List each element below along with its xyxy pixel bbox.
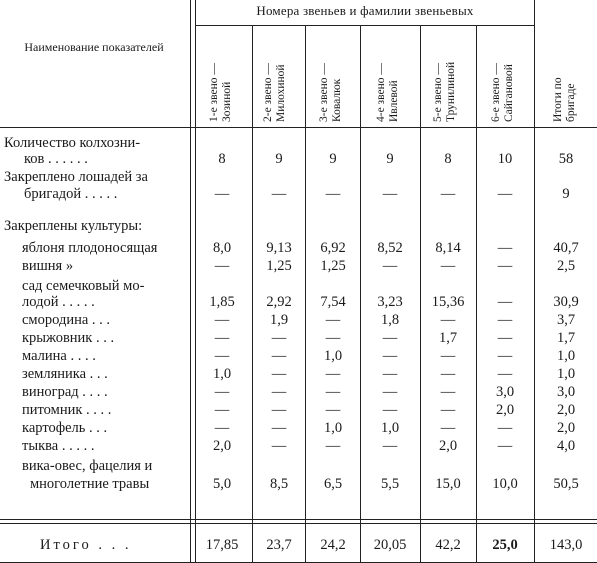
table-cell: 8,52 [377, 240, 403, 256]
table-cell: 1,0 [556, 366, 576, 382]
table-cell: — [382, 330, 398, 346]
table-cell: — [325, 330, 341, 346]
table-cell: — [440, 186, 456, 202]
table-cell: — [271, 366, 287, 382]
total-cell: 25,0 [492, 537, 518, 553]
table-cell: 1,0 [323, 348, 343, 364]
table-cell: — [214, 330, 230, 346]
table-cell: 9 [386, 151, 394, 167]
table-cell: 3,7 [556, 312, 576, 328]
table-cell: — [214, 348, 230, 364]
total-cell: 143,0 [549, 537, 583, 553]
table-cell: — [497, 366, 513, 382]
table-cell: — [325, 438, 341, 454]
table-cell: 3,23 [377, 294, 403, 310]
column-header-1: 1-е звено — Зозиной [208, 63, 233, 122]
table-cell: — [325, 402, 341, 418]
table-cell: 1,85 [209, 294, 235, 310]
row-label: картофель . . . [22, 420, 108, 436]
table-cell: 9 [275, 151, 283, 167]
table-cell: 2,0 [556, 420, 576, 436]
row-label: виноград . . . . [22, 384, 108, 400]
table-cell: — [382, 366, 398, 382]
table-cell: — [497, 240, 513, 256]
table-cell: 9,13 [266, 240, 292, 256]
total-cell: 23,7 [266, 537, 292, 553]
row-label: вика-овес, фацелия и [22, 458, 153, 474]
total-top-rule-1 [0, 519, 597, 520]
row-label: тыква . . . . . [22, 438, 95, 454]
table-cell: 8 [218, 151, 226, 167]
group-header: Номера звеньев и фамилии звеньевых [256, 3, 474, 18]
table-cell: — [271, 186, 287, 202]
table-cell: — [214, 258, 230, 274]
table-cell: — [271, 402, 287, 418]
table-cell: — [440, 312, 456, 328]
table-cell: 2,0 [212, 438, 232, 454]
col-divider-6 [534, 0, 535, 563]
table-cell: 8 [444, 151, 452, 167]
table-cell: 9 [329, 151, 337, 167]
table-cell: 1,25 [320, 258, 346, 274]
table-cell: 1,9 [269, 312, 289, 328]
table-cell: — [325, 312, 341, 328]
table-cell: — [214, 420, 230, 436]
row-label: Количество колхозни- [4, 135, 141, 151]
table-cell: 2,92 [266, 294, 292, 310]
table-cell: — [382, 186, 398, 202]
table-cell: 8,14 [435, 240, 461, 256]
table-cell: 6,92 [320, 240, 346, 256]
table-cell: — [497, 294, 513, 310]
table-cell: 8,5 [269, 476, 289, 492]
column-header-5: 5-е звено — Трунилиной [432, 61, 457, 122]
row-label: бригадой . . . . . [24, 186, 118, 202]
row-label: Закреплено лошадей за [4, 169, 148, 185]
total-label: Итого . . . [40, 537, 132, 553]
table-cell: 1,7 [438, 330, 458, 346]
table-cell: 1,8 [380, 312, 400, 328]
table-cell: — [271, 348, 287, 364]
table-cell: 40,7 [553, 240, 579, 256]
table-cell: — [440, 420, 456, 436]
column-header-4: 4-е звено — Ивлевой [375, 63, 400, 122]
table-cell: — [325, 366, 341, 382]
table-cell: — [214, 384, 230, 400]
column-header-total: Итоги по бригаде [552, 77, 577, 122]
table-cell: — [214, 402, 230, 418]
col-divider-0 [190, 0, 191, 563]
row-label: яблоня плодоносящая [22, 240, 158, 256]
table-cell: 3,0 [556, 384, 576, 400]
total-top-rule-2 [0, 523, 597, 524]
table-cell: 1,0 [380, 420, 400, 436]
row-label: малина . . . . [22, 348, 96, 364]
column-header-3: 3-е звено — Ковалюк [318, 63, 343, 122]
table-cell: 1,25 [266, 258, 292, 274]
row-label: крыжовник . . . [22, 330, 115, 346]
table-cell: 2,0 [556, 402, 576, 418]
table-cell: 1,0 [212, 366, 232, 382]
table-cell: — [271, 438, 287, 454]
table-cell: — [271, 330, 287, 346]
table-cell: 30,9 [553, 294, 579, 310]
table-cell: — [382, 348, 398, 364]
table-cell: — [382, 384, 398, 400]
row-label: ков . . . . . . [24, 151, 88, 167]
table-cell: 2,5 [556, 258, 576, 274]
table-cell: 2,0 [438, 438, 458, 454]
table-cell: 7,54 [320, 294, 346, 310]
table-cell: — [325, 186, 341, 202]
total-cell: 17,85 [205, 537, 239, 553]
table-cell: — [440, 348, 456, 364]
table-cell: 8,0 [212, 240, 232, 256]
table-cell: — [214, 186, 230, 202]
table-cell: — [497, 330, 513, 346]
table-cell: — [214, 312, 230, 328]
table-cell: — [382, 402, 398, 418]
total-cell: 42,2 [435, 537, 461, 553]
table-cell: — [440, 258, 456, 274]
row-label: многолетние травы [30, 476, 150, 492]
row-label: смородина . . . [22, 312, 111, 328]
row-label: Закреплены культуры: [4, 218, 143, 234]
total-cell: 20,05 [373, 537, 407, 553]
table-cell: — [271, 384, 287, 400]
table-cell: — [382, 438, 398, 454]
table-cell: 5,0 [212, 476, 232, 492]
table-cell: — [497, 348, 513, 364]
total-cell: 24,2 [320, 537, 346, 553]
table-cell: — [440, 384, 456, 400]
header-bottom-rule [0, 127, 597, 128]
table-cell: 58 [558, 151, 574, 167]
row-label: лодой . . . . . [22, 294, 95, 310]
table-cell: 2,0 [495, 402, 515, 418]
row-label: сад семечковый мо- [22, 278, 145, 294]
table-cell: 3,0 [495, 384, 515, 400]
table-cell: — [497, 438, 513, 454]
table-cell: — [497, 186, 513, 202]
table-cell: 50,5 [553, 476, 579, 492]
table-cell: 10 [497, 151, 513, 167]
table-cell: 5,5 [380, 476, 400, 492]
row-label: питомник . . . . [22, 402, 112, 418]
table-cell: 15,36 [431, 294, 465, 310]
table-cell: — [325, 384, 341, 400]
row-header: Наименование показателей [24, 40, 164, 54]
table-cell: 4,0 [556, 438, 576, 454]
table-cell: — [497, 312, 513, 328]
table-cell: — [440, 366, 456, 382]
column-header-2: 2-е звено — Милохиной [262, 63, 287, 122]
table-cell: — [440, 402, 456, 418]
table-cell: 1,0 [323, 420, 343, 436]
table-cell: 1,0 [556, 348, 576, 364]
table-cell: 15,0 [435, 476, 461, 492]
row-label: вишня » [22, 258, 74, 274]
table-cell: 9 [562, 186, 570, 202]
table-cell: 1,7 [556, 330, 576, 346]
column-header-6: 6-е звено — Сайгановой [490, 63, 515, 122]
table-cell: — [271, 420, 287, 436]
table-cell: — [497, 420, 513, 436]
row-label: земляника . . . [22, 366, 108, 382]
table-cell: 10,0 [492, 476, 518, 492]
table-cell: — [382, 258, 398, 274]
group-header-rule [196, 25, 534, 26]
table-cell: 6,5 [323, 476, 343, 492]
table-cell: — [497, 258, 513, 274]
